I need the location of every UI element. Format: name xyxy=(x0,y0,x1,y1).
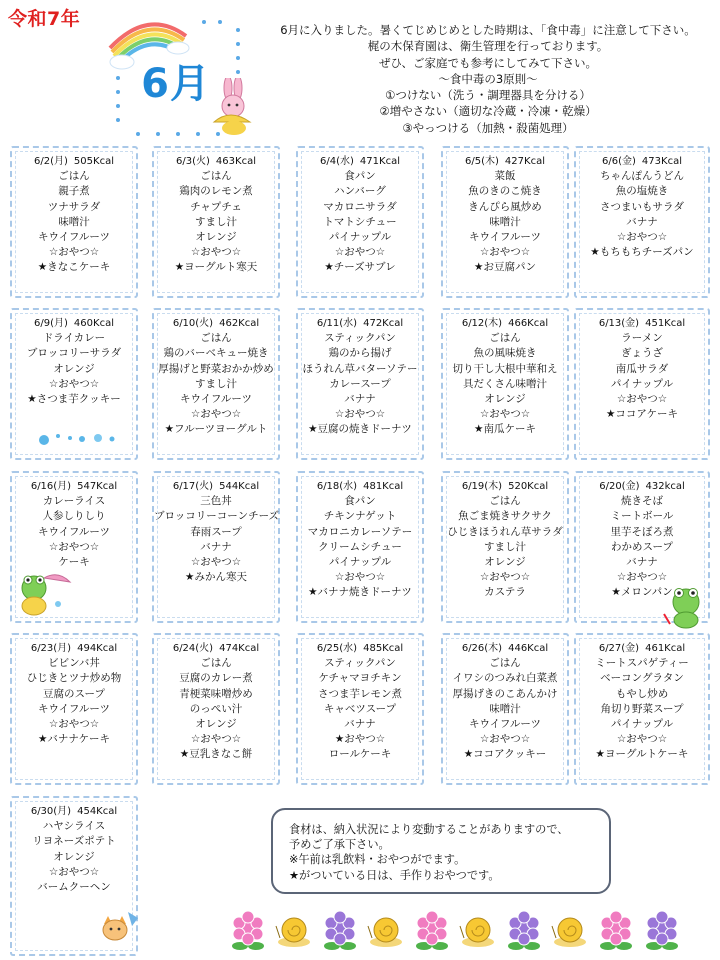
menu-item: 菜飯 xyxy=(494,170,516,183)
menu-item: ☆おやつ☆ xyxy=(48,865,100,878)
menu-date-label: 6/30(月) xyxy=(30,806,72,817)
menu-item: マカロニサラダ xyxy=(323,200,397,213)
hydrangea-icon xyxy=(646,911,678,950)
menu-item: ラーメン xyxy=(621,332,663,345)
menu-item: イワシのつみれ白菜煮 xyxy=(452,672,558,685)
menu-item: 魚の塩焼き xyxy=(615,185,669,198)
menu-kcal: 494Kcal xyxy=(77,643,118,654)
menu-item: ★さつま芋クッキー xyxy=(27,393,121,406)
notice-line: ※午前は乳飲料・おやつがでます。 xyxy=(289,853,466,867)
menu-item: 里芋そぼろ煮 xyxy=(610,525,674,538)
menu-item: ☆おやつ☆ xyxy=(334,571,386,584)
menu-item: ★ヨーグルト寒天 xyxy=(174,261,258,274)
menu-item: 味噌汁 xyxy=(489,702,521,715)
frog-icon xyxy=(660,584,710,630)
menu-day-cell xyxy=(574,308,710,460)
menu-date xyxy=(443,154,567,169)
menu-date-label: 6/24(火) xyxy=(172,643,214,654)
menu-item: クリームシチュー xyxy=(318,540,402,553)
menu-item: ベーコングラタン xyxy=(600,672,684,685)
menu-item: ★チーズサブレ xyxy=(324,261,396,274)
menu-date-label: 6/12(木) xyxy=(461,318,503,329)
hydrangea-icon xyxy=(324,911,356,950)
menu-item: ごはん xyxy=(58,170,90,183)
menu-item: バナナ xyxy=(344,393,376,406)
menu-item: リヨネーズポテト xyxy=(32,835,116,848)
menu-item: 南瓜サラダ xyxy=(615,362,669,375)
menu-item: 切り干し大根中華和え xyxy=(452,362,558,375)
menu-date-label: 6/19(木) xyxy=(461,481,503,492)
menu-item: ★きなこケーキ xyxy=(37,261,111,274)
menu-kcal: 474Kcal xyxy=(219,643,260,654)
menu-item: ☆おやつ☆ xyxy=(48,377,100,390)
menu-item: すまし汁 xyxy=(484,540,526,553)
menu-item: ★豆腐の焼きドーナツ xyxy=(308,423,412,436)
menu-day-cell xyxy=(441,146,569,298)
menu-item: カレースープ xyxy=(329,377,391,390)
intro-line: 6月に入りました。暑くてじめじめとした時期は、「食中毒」に注意して下さい。 xyxy=(280,23,696,37)
menu-item: ★南瓜ケーキ xyxy=(474,423,536,436)
menu-item: バナナ xyxy=(200,540,232,553)
menu-date xyxy=(298,479,422,494)
menu-item: ツナサラダ xyxy=(47,200,101,213)
menu-item: ドライカレー xyxy=(42,332,106,345)
menu-item: ★バナナケーキ xyxy=(38,733,110,746)
menu-item: ほうれん草バターソテー xyxy=(302,362,418,375)
menu-kcal: 463Kcal xyxy=(215,156,256,167)
menu-date xyxy=(12,316,136,331)
menu-item: ロールケーキ xyxy=(328,748,392,761)
menu-item: きんぴら風炒め xyxy=(468,200,542,213)
menu-item: 鶏肉のレモン煮 xyxy=(179,185,253,198)
hydrangea-icon xyxy=(232,911,264,950)
menu-item: もやし炒め xyxy=(615,687,669,700)
intro-line: ～食中毒の3原則～ xyxy=(438,71,538,86)
menu-date xyxy=(154,154,278,169)
menu-date xyxy=(12,154,136,169)
menu-item: のっぺい汁 xyxy=(189,702,243,715)
menu-item: ミートボール xyxy=(610,510,674,523)
menu-date-label: 6/20(金) xyxy=(599,481,640,492)
menu-item: 魚の風味焼き xyxy=(473,347,537,360)
menu-item: ハヤシライス xyxy=(42,820,106,833)
menu-item: オレンジ xyxy=(195,231,237,244)
menu-item: ☆おやつ☆ xyxy=(616,393,668,406)
menu-kcal: 547Kcal xyxy=(77,481,118,492)
menu-item: ごはん xyxy=(489,332,521,345)
menu-kcal: 462Kcal xyxy=(219,318,260,329)
menu-item: バナナ xyxy=(626,215,658,228)
menu-date-label: 6/10(火) xyxy=(172,318,214,329)
menu-date-label: 6/18(水) xyxy=(316,481,358,492)
menu-date-label: 6/26(木) xyxy=(461,643,503,654)
menu-day-cell xyxy=(574,146,710,298)
menu-day-cell xyxy=(441,308,569,460)
hydrangea-icon xyxy=(600,911,632,950)
menu-item: すまし汁 xyxy=(195,377,237,390)
menu-date-label: 6/2(月) xyxy=(34,156,68,167)
menu-item: ☆おやつ☆ xyxy=(616,733,668,746)
menu-date-label: 6/25(水) xyxy=(316,643,358,654)
menu-item: 魚のきのこ焼き xyxy=(468,185,542,198)
menu-item: 味噌汁 xyxy=(58,215,90,228)
menu-item: 食パン xyxy=(344,170,376,183)
menu-item: トマトシチュー xyxy=(323,215,397,228)
menu-date-label: 6/16(月) xyxy=(30,481,72,492)
notice-box xyxy=(271,808,611,894)
menu-kcal: 432kcal xyxy=(645,481,685,492)
menu-kcal: 485Kcal xyxy=(363,643,404,654)
menu-item: ★フルーツヨーグルト xyxy=(164,423,268,436)
menu-item: チキンナゲット xyxy=(323,510,397,523)
menu-item: オレンジ xyxy=(53,362,95,375)
menu-date xyxy=(576,479,708,494)
menu-item: ごはん xyxy=(489,495,521,508)
menu-date xyxy=(12,641,136,656)
menu-date xyxy=(298,316,422,331)
menu-item: 焼きそば xyxy=(621,495,663,508)
menu-date xyxy=(443,641,567,656)
menu-kcal: 473Kcal xyxy=(641,156,682,167)
menu-date-label: 6/27(金) xyxy=(598,643,640,654)
menu-item: 春雨スープ xyxy=(190,525,242,538)
menu-item: ★バナナ焼きドーナツ xyxy=(308,586,412,599)
menu-item: キウイフルーツ xyxy=(37,525,111,538)
menu-item: ビビンバ丼 xyxy=(48,657,100,670)
menu-date-label: 6/9(月) xyxy=(34,318,68,329)
menu-date xyxy=(298,641,422,656)
menu-item: オレンジ xyxy=(195,718,237,731)
menu-day-cell xyxy=(296,146,424,298)
intro-line: ③やっつける（加熱・殺菌処理） xyxy=(402,120,574,135)
intro-line: ②増やさない（適切な冷蔵・冷凍・乾燥） xyxy=(379,104,597,119)
menu-item: ブロッコリーコーンチーズ xyxy=(154,510,280,523)
menu-item: ごはん xyxy=(489,657,521,670)
raindrops-icon xyxy=(36,430,126,448)
menu-date-label: 6/5(木) xyxy=(465,156,499,167)
menu-day-cell xyxy=(296,633,424,785)
menu-item: キウイフルーツ xyxy=(37,702,111,715)
menu-kcal: 544Kcal xyxy=(219,481,260,492)
menu-kcal: 461Kcal xyxy=(645,643,686,654)
notice-line: 食材は、納入状況により変動することがありますので、 xyxy=(289,823,569,836)
menu-date xyxy=(443,316,567,331)
menu-item: ひじきとツナ炒め物 xyxy=(26,672,122,685)
snail-icon xyxy=(552,918,586,947)
menu-item: キャベツスープ xyxy=(323,702,397,715)
menu-day-cell xyxy=(296,308,424,460)
menu-item: ☆おやつ☆ xyxy=(334,246,386,259)
frog-umbrella-icon xyxy=(14,570,72,618)
menu-item: カステラ xyxy=(484,586,526,599)
menu-day-cell xyxy=(152,308,280,460)
menu-item: ☆おやつ☆ xyxy=(479,246,531,259)
menu-kcal: 481Kcal xyxy=(363,481,404,492)
menu-item: ごはん xyxy=(200,170,232,183)
menu-item: チャプチェ xyxy=(190,200,242,213)
menu-item: バームクーヘン xyxy=(37,881,111,894)
menu-kcal: 505Kcal xyxy=(73,156,114,167)
menu-item: ☆おやつ☆ xyxy=(48,246,100,259)
menu-item: マカロニカレーソテー xyxy=(307,525,413,538)
menu-item: ★ココアケーキ xyxy=(605,408,679,421)
menu-item: ★みかん寒天 xyxy=(185,571,247,584)
menu-item: ★メロンパン xyxy=(611,586,673,599)
menu-item: ☆おやつ☆ xyxy=(190,733,242,746)
menu-item: ☆おやつ☆ xyxy=(190,408,242,421)
menu-date xyxy=(12,479,136,494)
menu-item: ☆おやつ☆ xyxy=(48,540,100,553)
menu-item: 豆腐のカレー煮 xyxy=(179,672,253,685)
menu-item: ☆おやつ☆ xyxy=(190,246,242,259)
hydrangea-icon xyxy=(508,911,540,950)
menu-day-cell xyxy=(10,146,138,298)
menu-item: 魚ごま焼きサクサク xyxy=(458,510,552,523)
menu-item: ☆おやつ☆ xyxy=(190,556,242,569)
menu-day-cell xyxy=(296,471,424,623)
menu-item: ミートスパゲティー xyxy=(595,657,689,670)
menu-item: 青梗菜味噌炒め xyxy=(179,687,253,700)
menu-item: ちゃんぽんうどん xyxy=(600,170,684,183)
menu-item: ☆おやつ☆ xyxy=(334,408,386,421)
menu-date-label: 6/23(月) xyxy=(30,643,72,654)
menu-item: 厚揚げと野菜おかか炒め xyxy=(158,362,274,375)
menu-date xyxy=(298,154,422,169)
menu-kcal: 454Kcal xyxy=(77,806,118,817)
menu-date-label: 6/13(金) xyxy=(598,318,640,329)
menu-day-cell xyxy=(10,633,138,785)
menu-item: ハンバーグ xyxy=(334,185,386,198)
menu-item: ☆おやつ☆ xyxy=(479,733,531,746)
menu-item: キウイフルーツ xyxy=(468,718,542,731)
menu-date xyxy=(576,154,708,169)
menu-kcal: 520Kcal xyxy=(508,481,549,492)
menu-item: ケチャマヨチキン xyxy=(318,672,402,685)
menu-day-cell xyxy=(152,146,280,298)
menu-item: さつまいもサラダ xyxy=(600,200,684,213)
menu-date xyxy=(154,316,278,331)
menu-day-cell xyxy=(441,633,569,785)
menu-day-cell xyxy=(152,633,280,785)
menu-item: パイナップル xyxy=(328,556,392,569)
menu-item: 厚揚げきのこあんかけ xyxy=(452,687,558,700)
menu-item: ブロッコリーサラダ xyxy=(26,347,122,360)
hydrangea-snail-garland xyxy=(232,902,712,956)
menu-date xyxy=(443,479,567,494)
snail-icon xyxy=(368,918,402,947)
menu-kcal: 466Kcal xyxy=(508,318,549,329)
menu-kcal: 451Kcal xyxy=(645,318,686,329)
menu-item: ごはん xyxy=(200,332,232,345)
menu-item: ★もちもちチーズパン xyxy=(590,246,694,259)
menu-item: キウイフルーツ xyxy=(179,393,253,406)
intro-line: ぜひ、ご家庭でも参考にしてみて下さい。 xyxy=(378,55,598,70)
month-title: 6月 xyxy=(141,61,211,107)
snail-icon xyxy=(460,918,494,947)
menu-item: 人参しりしり xyxy=(42,510,106,523)
menu-item: オレンジ xyxy=(484,393,526,406)
menu-kcal: 460Kcal xyxy=(73,318,114,329)
menu-date xyxy=(154,641,278,656)
menu-kcal: 471Kcal xyxy=(359,156,400,167)
menu-item: 食パン xyxy=(344,495,376,508)
menu-date xyxy=(576,641,708,656)
menu-date-label: 6/17(火) xyxy=(172,481,214,492)
menu-date xyxy=(12,804,136,819)
menu-item: ☆おやつ☆ xyxy=(479,408,531,421)
menu-item: ☆おやつ☆ xyxy=(616,231,668,244)
menu-item: ☆おやつ☆ xyxy=(48,718,100,731)
cat-kite-icon xyxy=(98,908,142,948)
menu-date xyxy=(576,316,708,331)
menu-item: ☆おやつ☆ xyxy=(479,571,531,584)
menu-item: ★お豆腐パン xyxy=(474,261,536,274)
menu-date-label: 6/3(火) xyxy=(176,156,210,167)
menu-date-label: 6/4(水) xyxy=(320,156,354,167)
menu-date xyxy=(154,479,278,494)
snail-icon xyxy=(276,918,310,947)
menu-kcal: 446Kcal xyxy=(508,643,549,654)
menu-item: ごはん xyxy=(200,657,232,670)
menu-item: スティックパン xyxy=(324,657,396,670)
menu-item: ★ヨーグルトケーキ xyxy=(595,748,689,761)
menu-item: 鶏のバーベキュー焼き xyxy=(163,347,269,360)
menu-date-label: 6/11(水) xyxy=(316,318,358,329)
menu-item: スティックパン xyxy=(324,332,396,345)
menu-item: ★おやつ☆ xyxy=(334,733,386,746)
menu-item: オレンジ xyxy=(484,556,526,569)
menu-item: すまし汁 xyxy=(195,215,237,228)
menu-item: 豆腐のスープ xyxy=(43,687,105,700)
menu-day-cell xyxy=(441,471,569,623)
menu-item: 角切り野菜スープ xyxy=(600,702,684,715)
intro-message xyxy=(258,22,718,136)
menu-item: ぎょうざ xyxy=(621,347,663,360)
menu-item: 鶏のから揚げ xyxy=(328,347,392,360)
menu-item: パイナップル xyxy=(328,231,392,244)
menu-item: パイナップル xyxy=(610,718,674,731)
menu-item: バナナ xyxy=(344,718,376,731)
menu-item: ひじきほうれん草サラダ xyxy=(447,525,563,538)
menu-item: さつま芋レモン煮 xyxy=(318,687,402,700)
menu-item: ★ココアクッキー xyxy=(463,748,547,761)
menu-item: バナナ xyxy=(626,556,658,569)
notice-line: 予めご了承下さい。 xyxy=(289,838,390,852)
menu-item: 三色丼 xyxy=(200,495,232,508)
menu-date-label: 6/6(金) xyxy=(602,156,636,167)
menu-item: オレンジ xyxy=(53,850,95,863)
menu-item: 具だくさん味噌汁 xyxy=(463,377,547,390)
menu-day-cell xyxy=(574,633,710,785)
menu-item: カレーライス xyxy=(42,495,106,508)
menu-kcal: 427Kcal xyxy=(504,156,545,167)
menu-item: ☆おやつ☆ xyxy=(616,571,668,584)
menu-item: キウイフルーツ xyxy=(37,231,111,244)
era-year-label: 令和7年 xyxy=(8,8,81,30)
rabbit-umbrella-icon xyxy=(204,78,260,138)
menu-item: わかめスープ xyxy=(611,540,673,553)
notice-line: ★がついている日は、手作りおやつです。 xyxy=(289,868,500,882)
menu-day-cell xyxy=(152,471,280,623)
menu-item: 味噌汁 xyxy=(489,215,521,228)
intro-line: 梶の木保育園は、衛生管理を行っております。 xyxy=(367,39,609,54)
menu-item: ★豆乳きなこ餅 xyxy=(179,748,253,761)
menu-kcal: 472Kcal xyxy=(363,318,404,329)
hydrangea-icon xyxy=(416,911,448,950)
month-frame xyxy=(108,18,248,138)
menu-item: 親子煮 xyxy=(58,185,90,198)
menu-item: ケーキ xyxy=(58,556,90,569)
intro-line: ①つけない（洗う・調理器具を分ける） xyxy=(385,88,591,103)
menu-item: パイナップル xyxy=(610,377,674,390)
menu-item: キウイフルーツ xyxy=(468,231,542,244)
